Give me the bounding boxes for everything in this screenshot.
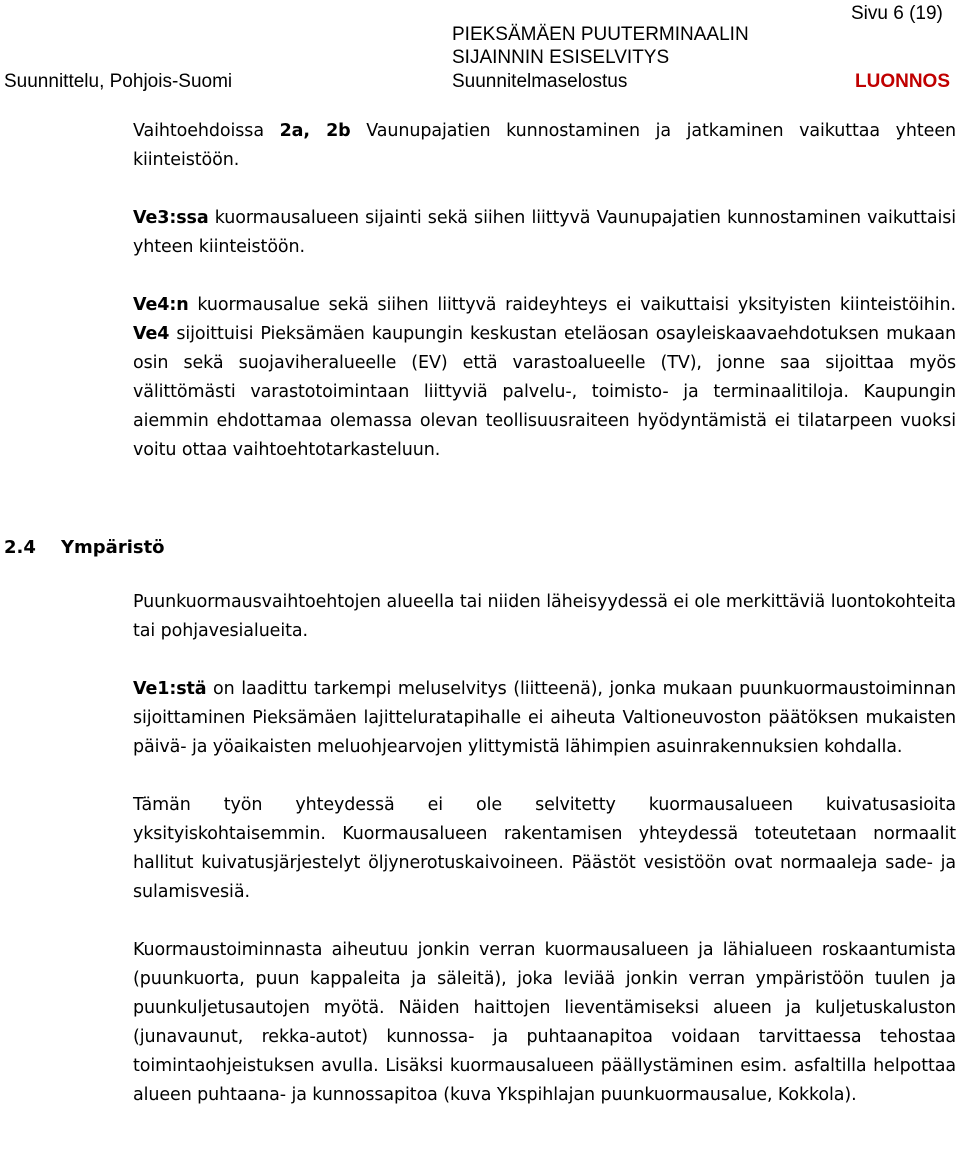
project-title-line-1: PIEKSÄMÄEN PUUTERMINAALIN — [452, 24, 749, 45]
section-heading — [4, 536, 165, 560]
section-number: 2.4 — [4, 537, 36, 558]
bold-term: Ve4:n — [133, 295, 189, 315]
intro-paragraphs — [133, 117, 956, 465]
paragraph-6: Tämän työn yhteydessä ei ole selvitetty kuormausalueen kuivatusasioita yksityiskohtaisemmin. Kuormausalueen rakentamisen yhteydessä toteutetaan normaalit hallitut kuivatusjärjestelyt öljynerotuskaivoineen. Päästöt vesistöön ovat normaaleja sade- ja sulamisvesiä. — [133, 795, 956, 902]
bold-term: Ve4 — [133, 324, 170, 344]
paragraph-1: Vaihtoehdoissa 2a, 2b Vaunupajatien kunnostaminen ja jatkaminen vaikuttaa yhteen kiinteistöön. — [133, 121, 956, 170]
bold-term: Ve3:ssa — [133, 208, 209, 228]
paragraph-3: Ve4:n kuormausalue sekä siihen liittyvä raideyhteys ei vaikuttaisi yksityisten kiinteistöihin. Ve4 sijoittuisi Pieksämäen kaupungin keskustan eteläosan osayleiskaavaehdotuksen mukaan osin sekä suojaviheralueelle (EV) että varastoalueelle (TV), jonne saa sijoittaa myös välittömästi varastotoimintaan liittyviä palvelu-, toimisto- ja terminaalitiloja. Kaupungin aiemmin ehdottamaa olemassa olevan teollisuusraiteen hyödyntämistä ei tilatarpeen vuoksi voitu ottaa vaihtoehtotarkasteluun. — [133, 295, 956, 460]
paragraph-2: Ve3:ssa kuormausalueen sijainti sekä siihen liittyvä Vaunupajatien kunnostaminen vaikuttaisi yhteen kiinteistöön. — [133, 208, 956, 257]
section-paragraphs — [133, 588, 956, 1110]
organization: Suunnittelu, Pohjois-Suomi — [4, 71, 233, 92]
paragraph-7: Kuormaustoiminnasta aiheutuu jonkin verran kuormausalueen ja lähialueen roskaantumista (puunkuorta, puun kappaleita ja säleitä), joka leviää jonkin verran ympäristöön tuulen ja puunkuljetusautojen myötä. Näiden haittojen lieventämiseksi alueen ja kuljetuskaluston (junavaunut, rekka-autot) kunnossa- ja puhtaanapitoa voidaan tarvittaessa tehostaa toimintaohjeistuksen avulla. Lisäksi kuormausalueen päällystäminen esim. asfaltilla helpottaa alueen puhtaana- ja kunnossapitoa (kuva Ykspihlajan puunkuormausalue, Kokkola). — [133, 940, 956, 1105]
project-title-line-2: SIJAINNIN ESISELVITYS — [452, 47, 670, 68]
paragraph-4: Puunkuormausvaihtoehtojen alueella tai niiden läheisyydessä ei ole merkittäviä luontokohteita tai pohjavesialueita. — [133, 592, 956, 641]
bold-term: 2a, 2b — [279, 121, 351, 141]
section-title: Ympäristö — [61, 537, 165, 558]
page-number: Sivu 6 (19) — [851, 3, 943, 24]
paragraph-5: Ve1:stä on laadittu tarkempi meluselvitys (liitteenä), jonka mukaan puunkuormaustoiminnan sijoittaminen Pieksämäen lajitteluratapihalle ei aiheuta Valtioneuvoston päätöksen mukaisten päivä- ja yöaikaisten meluohjearvojen ylittymistä lähimpien asuinrakennuksien kohdalla. — [133, 679, 956, 757]
status-badge: LUONNOS — [855, 71, 950, 92]
bold-term: Ve1:stä — [133, 679, 207, 699]
document-type: Suunnitelmaselostus — [452, 71, 628, 92]
